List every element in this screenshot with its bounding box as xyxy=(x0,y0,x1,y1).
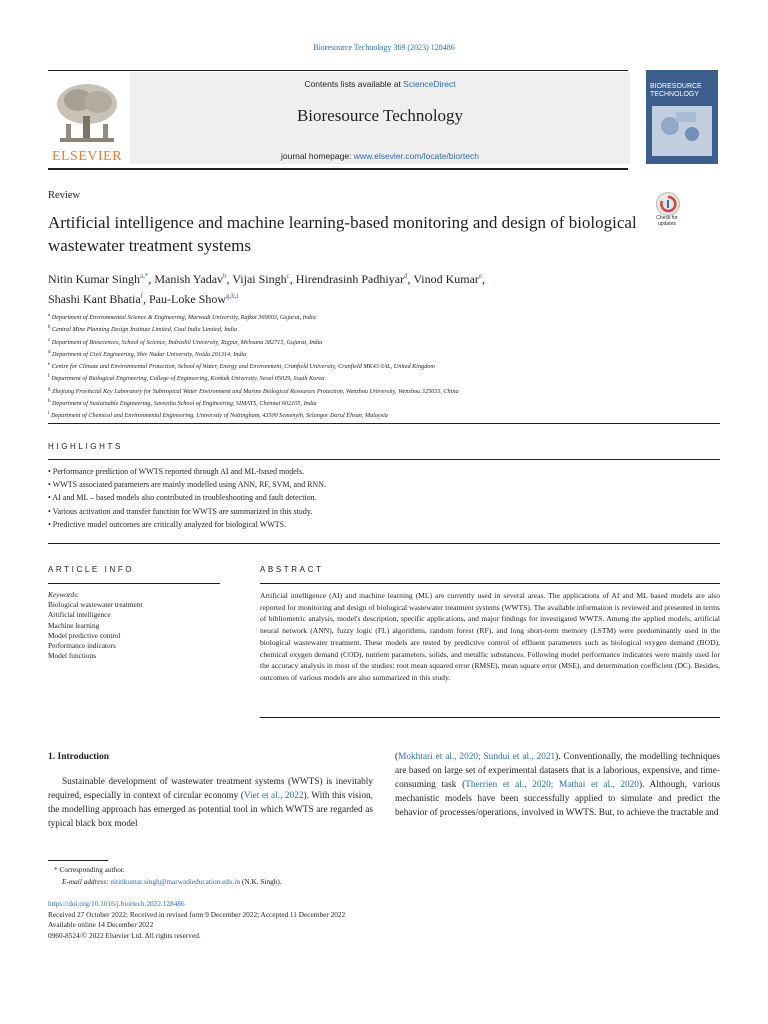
keyword-item: Model predictive control xyxy=(48,630,121,640)
author-sep: , xyxy=(407,272,414,286)
intro-right-column xyxy=(395,750,720,820)
contents-prefix: Contents lists available at xyxy=(304,79,404,89)
affiliation-item xyxy=(48,323,708,335)
affiliation-mark: d xyxy=(48,349,51,355)
affiliation-mark: g xyxy=(48,386,51,392)
affiliation-item xyxy=(48,311,708,323)
highlights-bottom-rule xyxy=(48,543,720,544)
author-5-affil[interactable]: f xyxy=(140,292,143,300)
citation-link[interactable]: Mokhtari et al., 2020; Sundui et al., 2021 xyxy=(398,752,556,762)
intro-text: ( xyxy=(395,752,399,762)
highlights-mid-rule xyxy=(48,459,720,460)
highlights-list xyxy=(48,465,708,531)
footnotes xyxy=(48,864,448,887)
keyword-item: Model functions xyxy=(48,651,97,661)
keyword-item: Performance indicators xyxy=(48,641,116,651)
highlight-item: • WWTS associated parameters are mainly modelled using ANN, RF, SVM, and RNN. xyxy=(48,480,326,490)
keyword-item: Biological wastewater treatment xyxy=(48,600,143,610)
author-6[interactable]: Pau-Loke Show xyxy=(149,292,226,306)
author-2-affil[interactable]: c xyxy=(286,272,290,280)
available-online: Available online 14 December 2022 xyxy=(48,920,154,929)
affiliation-text: Department of Sustainable Engineering, Saveetha School of Engineering, SIMATS, Chennai 602105, India xyxy=(52,399,317,407)
author-6-affil[interactable]: g,h,i xyxy=(226,292,239,300)
contents-line xyxy=(130,79,630,89)
affiliation-item xyxy=(48,385,708,397)
author-4[interactable]: Vinod Kumar xyxy=(413,272,479,286)
doi-link[interactable]: https://doi.org/10.1016/j.biortech.2022.128486 xyxy=(48,899,185,908)
intro-text: ). Although, various mechanistic models have been successfully applied to simulate and predict the behavior of processes/operations, involved in WWTS. But, to achieve the tractable and xyxy=(395,780,720,819)
keywords-label: Keywords: xyxy=(48,590,80,599)
keyword-item: Artificial intelligence xyxy=(48,610,111,620)
highlight-item: • Performance prediction of WWTS reported through AI and ML-based models. xyxy=(48,467,305,476)
intro-text: Sustainable development of wastewater treatment systems (WWTS) is inevitably required, especially in context of circular economy ( xyxy=(48,777,373,802)
article-info-heading: ARTICLE INFO xyxy=(48,565,135,574)
highlight-item: • Various activation and transfer function for WWTS are summarized in this study. xyxy=(48,506,313,516)
affiliation-mark: c xyxy=(48,337,51,343)
intro-text: ). Conventionally, the modelling techniques are based on large set of experimental datasets that is a laborious, expensive, and time-consuming task ( xyxy=(395,752,720,791)
elsevier-wordmark: ELSEVIER xyxy=(51,149,123,164)
email-link[interactable]: nitinkumar.singh@marwadieducation.edu.in xyxy=(110,876,241,886)
email-label: E-mail address: xyxy=(62,876,111,886)
author-sep: , xyxy=(226,272,233,286)
keyword-item: Machine learning xyxy=(48,620,100,630)
cover-title-line-1: BIORESOURCE xyxy=(650,83,702,90)
affiliation-mark: e xyxy=(48,362,51,368)
affiliation-mark: a xyxy=(48,313,51,318)
sciencedirect-link[interactable]: ScienceDirect xyxy=(403,79,456,89)
corresponding-author-note: * Corresponding author. xyxy=(54,865,125,874)
keywords-block xyxy=(48,590,220,661)
affiliation-mark: f xyxy=(48,374,50,380)
affiliation-text: Central Mine Planning Design Institute Limited, Coal India Limited, India xyxy=(52,326,238,334)
author-sep: , xyxy=(289,272,296,286)
affiliation-item xyxy=(48,336,708,348)
author-sep: , xyxy=(143,292,149,306)
affiliation-mark: i xyxy=(48,411,50,417)
affiliation-text: Zhejiang Provincial Key Laboratory for Subtropical Water Environment and Marine Biological Resources Protection, Wenzhou University, Wenzhou 325035, China xyxy=(52,387,459,395)
author-4-affil[interactable]: e xyxy=(478,272,483,280)
email-line xyxy=(48,876,448,888)
author-3[interactable]: Hirendrasinh Padhiyar xyxy=(295,272,405,286)
affiliation-text: Department of Biological Engineering, College of Engineering, Konkuk University, Seoul 05029, South Korea xyxy=(51,375,325,383)
received-dates: Received 27 October 2022; Received in revised form 9 December 2022; Accepted 11 December 2022 xyxy=(48,909,346,919)
copyright-line: 0960-8524/© 2022 Elsevier Ltd. All rights reserved. xyxy=(48,930,201,940)
publication-info xyxy=(48,899,548,941)
intro-text: ). With this vision, the modelling approach has emerged as potential tool in which WWTS are regarded as typical black box model xyxy=(48,791,373,830)
author-0-affil[interactable]: a,* xyxy=(140,272,149,280)
affiliation-item xyxy=(48,409,708,421)
abstract-text: Artificial intelligence (AI) and machine learning (ML) are currently used in several areas. The applications of AI and ML based models are also reported for monitoring and design of biological wastewater treatment systems (WWTS). The available information is reviewed and presented in terms of bibliometric analysis, model's description, specific applications, and major findings for investigated WWTS. Among the applied models, artificial neural network (ANN), fuzzy logic (FL) algorithms, random forest (RF), and long short-term memory (LSTM) were predominantly used in the biological wastewater treatment. These models are tested by predictive control of effluent parameters such as biological oxygen demand (BOD), chemical oxygen demand (COD), nutrient parameters, solids, and metallic substances. Following model performance indicators were mainly used for the accuracy analysis in most of the studies: root mean squared error (RMSE), mean square error (MSE), and determination coefficient (DC). Besides, outcomes of various models are also summarized in this study. xyxy=(260,591,720,682)
journal-homepage-link[interactable]: www.elsevier.com/locate/biortech xyxy=(353,151,479,161)
article-title: Artificial intelligence and machine learning-based monitoring and design of biological wastewater treatment systems xyxy=(48,213,637,255)
introduction-heading: 1. Introduction xyxy=(48,752,110,762)
journal-homepage-line xyxy=(130,151,630,161)
citation-link[interactable]: Therrien et al., 2020; Mathai et al., 2020 xyxy=(465,780,639,791)
affiliation-text: Department of Environmental Science & Engineering, Marwadi University, Rajkot 360003, Gujarat, India xyxy=(51,314,316,322)
affiliation-text: Centre for Climate and Environmental Protection, School of Water, Energy and Environment, Cranfield University, Cranfield MK43 0AL, United Kingdom xyxy=(51,363,435,371)
journal-cover-image xyxy=(646,70,718,164)
affiliation-item xyxy=(48,372,708,384)
affiliation-text: Department of Biosciences, School of Science, Indrashil University, Rajpur, Mehsana 382715, Gujarat, India xyxy=(51,338,323,346)
author-0[interactable]: Nitin Kumar Singh xyxy=(48,272,140,286)
author-1-affil[interactable]: b xyxy=(223,272,227,280)
homepage-prefix: journal homepage: xyxy=(281,151,354,161)
abstract-bottom-rule xyxy=(260,717,720,718)
highlights-heading: HIGHLIGHTS xyxy=(48,442,123,451)
header-top-rule xyxy=(48,70,628,71)
affiliation-text: Department of Civil Engineering, Shiv Nadar University, Noida 201314, India xyxy=(52,350,247,358)
author-3-affil[interactable]: d xyxy=(404,272,408,280)
affiliation-text: Department of Chemical and Environmental Engineering, University of Nottingham, 43500 Semenyih, Selangor Darul Ehsan, Malaysia xyxy=(50,412,388,420)
citation-link[interactable]: Viet et al., 2022 xyxy=(243,791,304,802)
author-1[interactable]: Manish Yadav xyxy=(154,272,224,286)
affiliation-item xyxy=(48,397,708,409)
highlight-item: • AI and ML – based models also contributed in troubleshooting and fault detection. xyxy=(48,493,317,503)
footnote-rule xyxy=(48,860,108,861)
author-5[interactable]: Shashi Kant Bhatia xyxy=(48,292,141,306)
affiliation-item xyxy=(48,360,708,372)
affiliation-list xyxy=(48,311,708,421)
affiliation-mark: h xyxy=(48,398,51,404)
author-list xyxy=(48,268,668,308)
check-updates-icon xyxy=(656,192,680,216)
author-sep: , xyxy=(148,272,155,286)
affiliation-item xyxy=(48,348,708,360)
author-sep: , xyxy=(482,272,486,286)
abstract-rule xyxy=(260,583,720,584)
check-updates-label: Check for updates xyxy=(656,215,678,227)
highlight-item: • Predictive model outcomes are critically analyzed for biological WWTS. xyxy=(48,519,287,529)
header-bottom-rule xyxy=(48,168,628,170)
author-2[interactable]: Vijai Singh xyxy=(232,272,287,286)
article-type: Review xyxy=(48,190,81,201)
affiliation-mark: b xyxy=(48,325,51,331)
journal-citation[interactable]: Bioresource Technology 369 (2023) 128486 xyxy=(313,43,455,52)
highlights-top-rule xyxy=(48,423,720,424)
email-suffix: (N.K. Singh). xyxy=(240,876,282,886)
article-info-rule xyxy=(48,583,220,584)
check-for-updates-badge[interactable] xyxy=(647,192,687,232)
abstract-heading: ABSTRACT xyxy=(260,565,324,574)
journal-title: Bioresource Technology xyxy=(296,106,464,125)
cover-title-line-2: TECHNOLOGY xyxy=(650,91,700,98)
intro-left-column xyxy=(48,775,373,831)
